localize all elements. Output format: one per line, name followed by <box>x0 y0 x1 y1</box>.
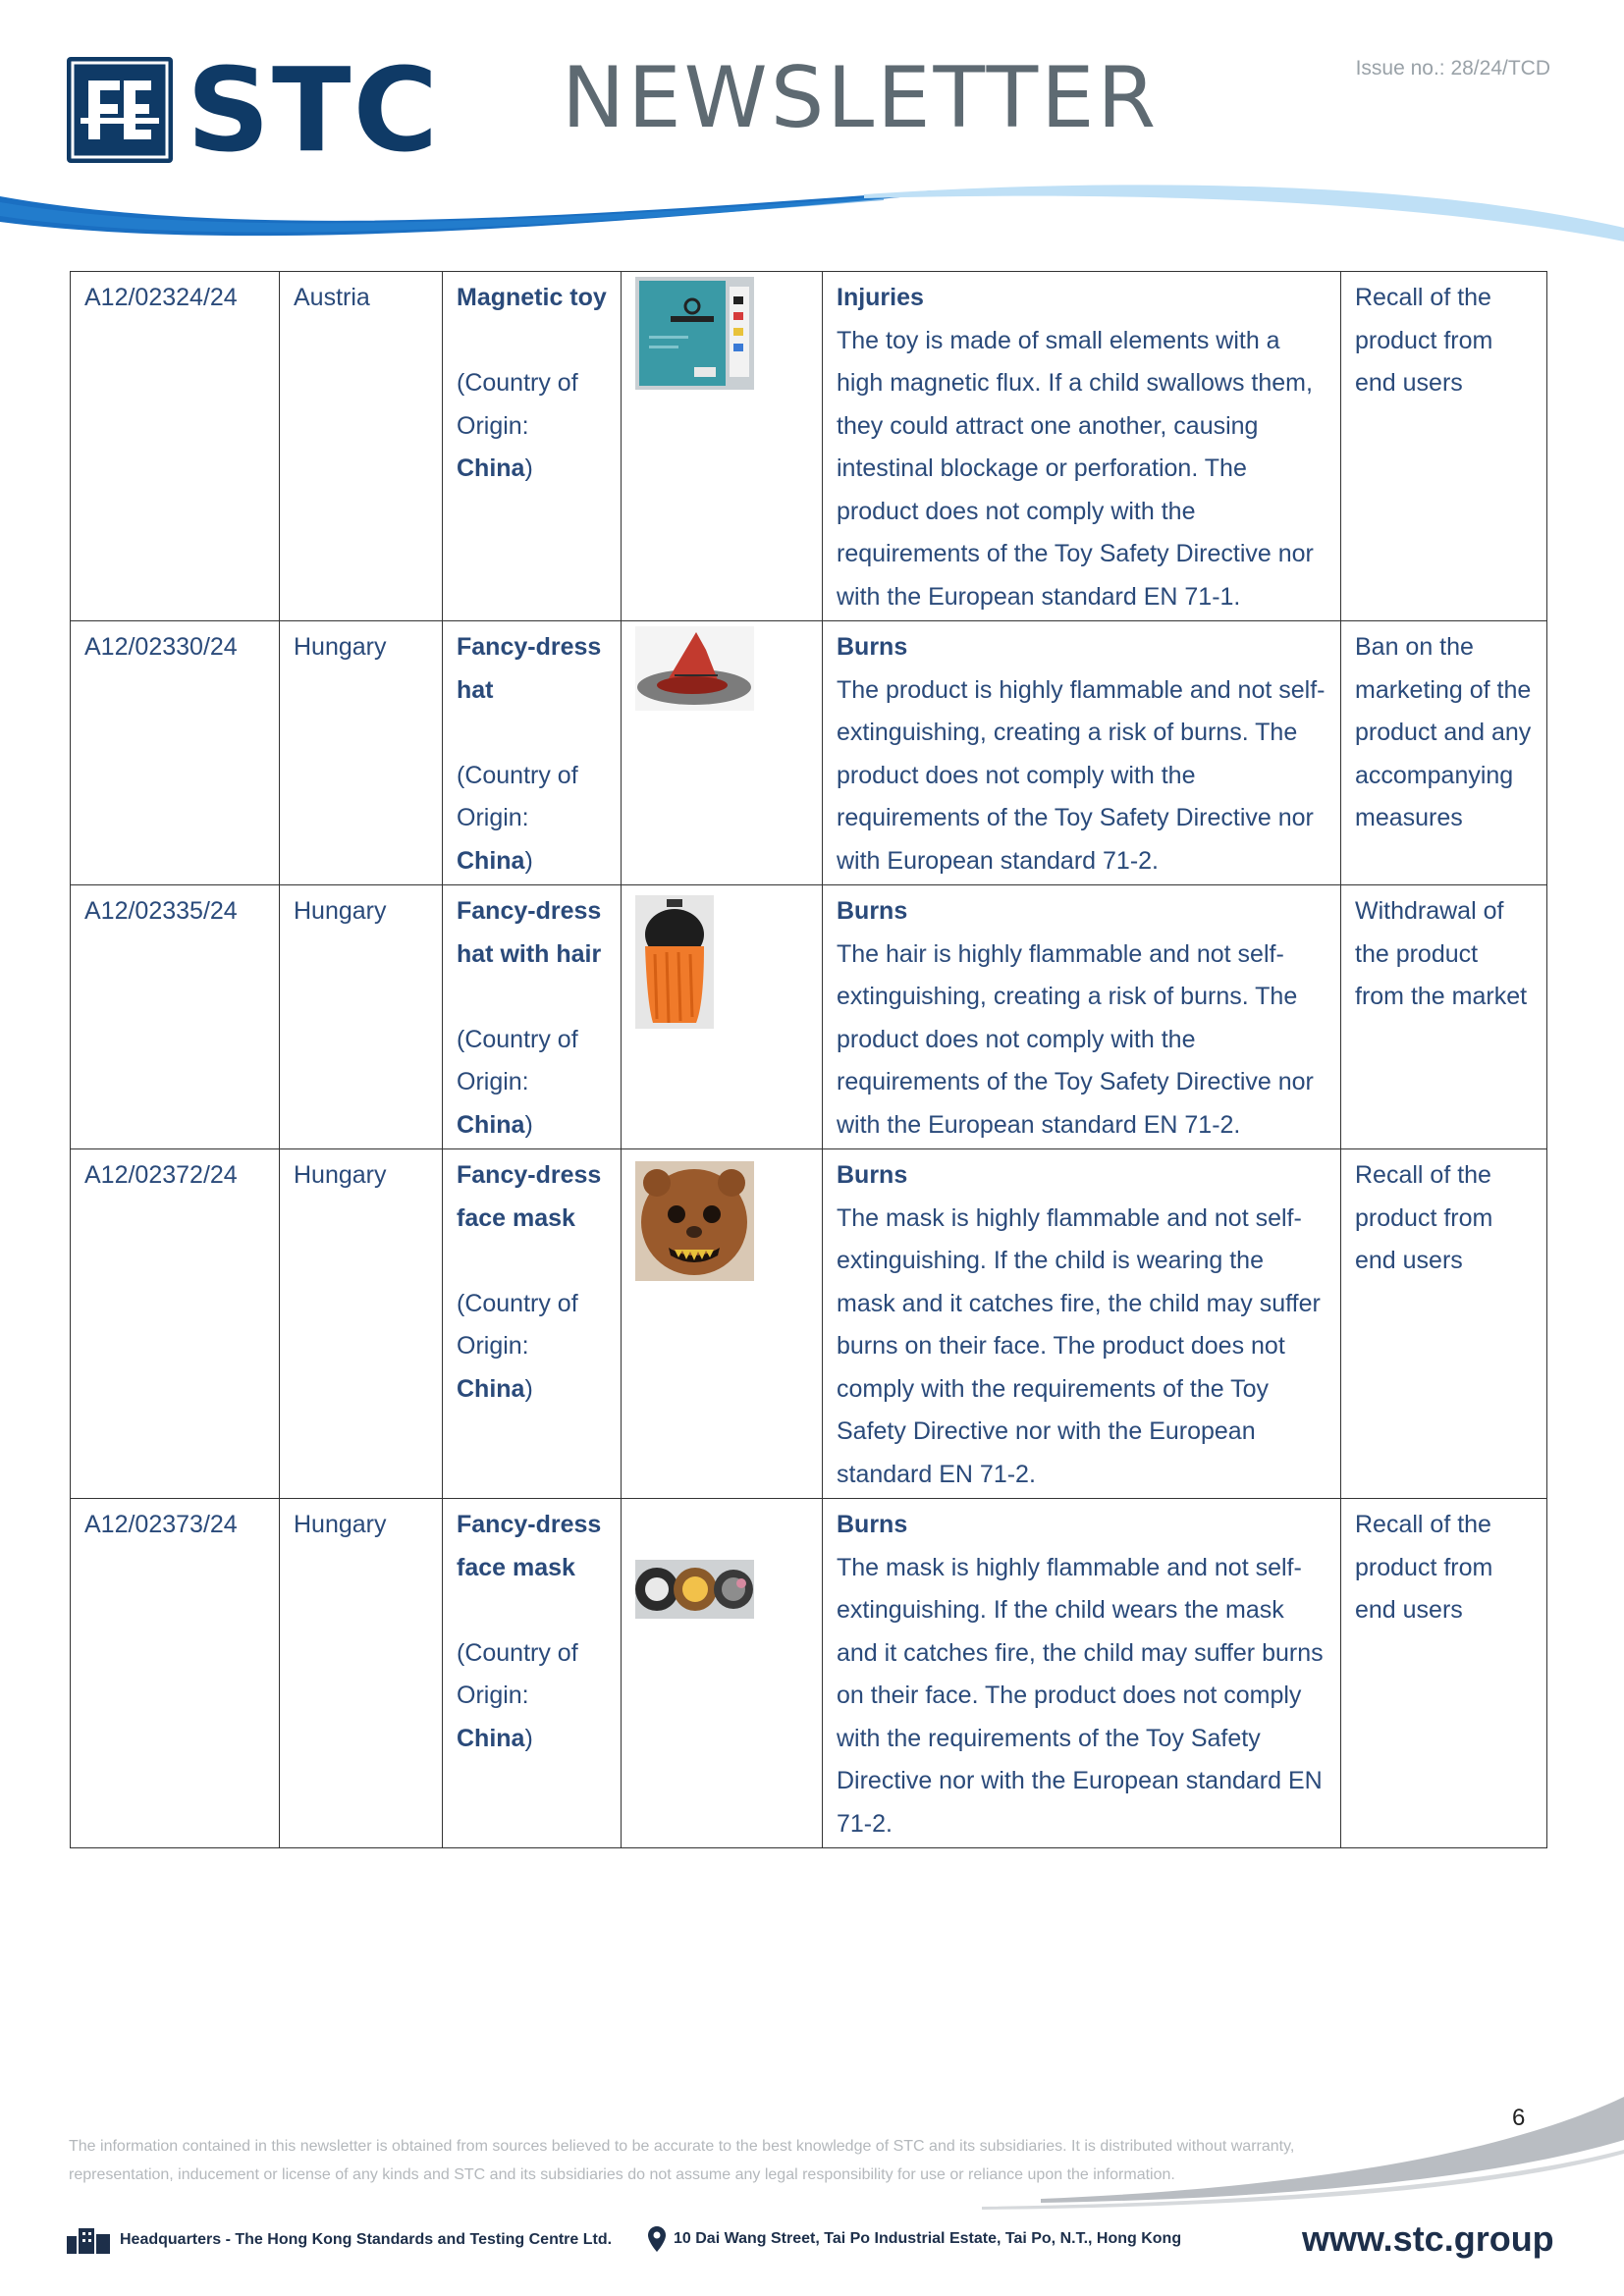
notification-number: A12/02372/24 <box>71 1149 280 1499</box>
risk-type: Injuries <box>837 284 924 311</box>
product-name-spacer <box>457 712 607 755</box>
origin-prefix: (Country of Origin: <box>457 1025 578 1095</box>
three-animal-masks-photo-icon <box>635 1560 754 1619</box>
measures-taken: Ban on the marketing of the product and any accompanying measures <box>1341 621 1547 885</box>
product-cell <box>443 272 622 621</box>
origin-prefix: (Country of Origin: <box>457 1638 578 1709</box>
newsletter-title: NEWSLETTER <box>562 49 1160 147</box>
origin-suffix: ) <box>524 846 533 875</box>
headquarters-info <box>65 2226 612 2254</box>
risk-cell <box>823 1149 1341 1499</box>
product-image-cell <box>622 885 823 1149</box>
product-name-line2: face mask <box>457 1203 575 1232</box>
issue-number: Issue no.: 28/24/TCD <box>1355 57 1550 80</box>
product-name-line1: Fancy-dress <box>457 633 602 661</box>
origin-country: China <box>457 454 525 482</box>
product-name-line2: hat with hair <box>457 939 602 968</box>
product-name-spacer <box>457 976 607 1019</box>
disclaimer-text: The information contained in this newsletter is obtained from sources believed to be accurate to the best knowledge of STC and its subsidiaries. It is distributed without warranty, representation, inducement or license of any kinds and STC and its subsidiaries do not assume any legal responsibility for use or reliance upon the information. <box>69 2138 1295 2183</box>
stc-logo-icon <box>67 57 173 163</box>
origin-prefix: (Country of Origin: <box>457 1289 578 1360</box>
risk-cell <box>823 1499 1341 1848</box>
risk-cell <box>823 885 1341 1149</box>
address-text: 10 Dai Wang Street, Tai Po Industrial Estate, Tai Po, N.T., Hong Kong <box>674 2230 1182 2247</box>
notifying-country: Austria <box>280 272 443 621</box>
page-header <box>0 0 1624 255</box>
origin-suffix: ) <box>524 1724 533 1752</box>
product-cell <box>443 885 622 1149</box>
witch-hat-photo-icon <box>635 626 754 711</box>
product-cell <box>443 621 622 885</box>
origin-country: China <box>457 1724 525 1752</box>
page-footer <box>65 2220 1557 2260</box>
product-name-spacer <box>457 1240 607 1283</box>
product-name-line1: Fancy-dress <box>457 1161 602 1189</box>
product-cell <box>443 1499 622 1848</box>
country-of-origin <box>457 755 607 883</box>
measures-taken: Recall of the product from end users <box>1341 1149 1547 1499</box>
hat-with-orange-hair-photo-icon <box>635 895 714 1029</box>
risk-cell <box>823 621 1341 885</box>
risk-cell <box>823 272 1341 621</box>
product-name-line2: face mask <box>457 1553 575 1581</box>
risk-description: The product is highly flammable and not self-extinguishing, creating a risk of burns. The product does not comply with the requirements of the Toy Safety Directive nor with European standard 71-2. <box>837 675 1326 875</box>
country-of-origin <box>457 362 607 491</box>
table-row <box>71 885 1547 1149</box>
table-row <box>71 1499 1547 1848</box>
website-link[interactable]: www.stc.group <box>1302 2218 1554 2259</box>
origin-country: China <box>457 1110 525 1139</box>
notifying-country: Hungary <box>280 1149 443 1499</box>
risk-description: The mask is highly flammable and not self-extinguishing. If the child wears the mask and it catches fire, the child may suffer burns on their face. The product does not comply with the requirements of the Toy Safety Directive nor with the European standard EN 71-2. <box>837 1553 1324 1838</box>
origin-suffix: ) <box>524 1374 533 1403</box>
header-swoosh-decoration <box>0 177 1624 255</box>
address-info <box>648 2226 1181 2252</box>
headquarters-text: Headquarters - The Hong Kong Standards and Testing Centre Ltd. <box>120 2231 613 2248</box>
risk-type: Burns <box>837 897 908 925</box>
risk-description: The toy is made of small elements with a high magnetic flux. If a child swallows them, they could attract one another, causing intestinal blockage or perforation. The product does not comply with the requirements of the Toy Safety Directive nor with the European standard EN 71-1. <box>837 326 1314 611</box>
product-image-cell <box>622 1499 823 1848</box>
product-name: Magnetic toy <box>457 284 607 311</box>
notifying-country: Hungary <box>280 1499 443 1848</box>
origin-suffix: ) <box>524 1110 533 1139</box>
measures-taken: Recall of the product from end users <box>1341 1499 1547 1848</box>
product-cell <box>443 1149 622 1499</box>
location-pin-icon <box>648 2226 666 2252</box>
notification-number: A12/02373/24 <box>71 1499 280 1848</box>
country-of-origin <box>457 1283 607 1412</box>
product-image-cell <box>622 1149 823 1499</box>
product-name-spacer <box>457 320 607 363</box>
magnetic-toy-box-photo-icon <box>635 277 754 390</box>
table-row <box>71 1149 1547 1499</box>
country-of-origin <box>457 1632 607 1761</box>
table-row <box>71 272 1547 621</box>
product-name-line1: Fancy-dress <box>457 1511 602 1538</box>
building-icon <box>65 2226 112 2254</box>
measures-taken: Recall of the product from end users <box>1341 272 1547 621</box>
origin-suffix: ) <box>524 454 533 482</box>
product-name-line1: Fancy-dress <box>457 897 602 925</box>
stc-logo <box>67 42 441 178</box>
recall-table <box>70 271 1547 1848</box>
notification-number: A12/02335/24 <box>71 885 280 1149</box>
origin-prefix: (Country of Origin: <box>457 369 578 440</box>
notification-number: A12/02330/24 <box>71 621 280 885</box>
product-name <box>457 890 607 976</box>
table-row <box>71 621 1547 885</box>
origin-prefix: (Country of Origin: <box>457 761 578 831</box>
notifying-country: Hungary <box>280 621 443 885</box>
logo-wordmark: STC <box>187 42 441 178</box>
risk-description: The mask is highly flammable and not self-extinguishing. If the child is wearing the mask and it catches fire, the child may suffer burns on their face. The product does not comply with the requirements of the Toy Safety Directive nor with the European standard EN 71-2. <box>837 1203 1321 1488</box>
risk-description: The hair is highly flammable and not self-extinguishing, creating a risk of burns. The product does not comply with the requirements of the Toy Safety Directive nor with the European standard EN 71-2. <box>837 939 1314 1139</box>
origin-country: China <box>457 846 525 875</box>
risk-type: Burns <box>837 1161 908 1189</box>
country-of-origin <box>457 1019 607 1148</box>
product-image-cell <box>622 621 823 885</box>
product-name <box>457 1154 607 1240</box>
page-number: 6 <box>1512 2105 1526 2131</box>
risk-type: Burns <box>837 633 908 661</box>
risk-type: Burns <box>837 1511 908 1538</box>
notifying-country: Hungary <box>280 885 443 1149</box>
product-name-spacer <box>457 1589 607 1632</box>
product-name <box>457 1504 607 1589</box>
furry-bear-mask-photo-icon <box>635 1161 754 1281</box>
notification-number: A12/02324/24 <box>71 272 280 621</box>
product-name <box>457 626 607 712</box>
recall-table-body <box>71 272 1547 1848</box>
product-name-line2: hat <box>457 675 494 704</box>
product-image-cell <box>622 272 823 621</box>
origin-country: China <box>457 1374 525 1403</box>
measures-taken: Withdrawal of the product from the market <box>1341 885 1547 1149</box>
